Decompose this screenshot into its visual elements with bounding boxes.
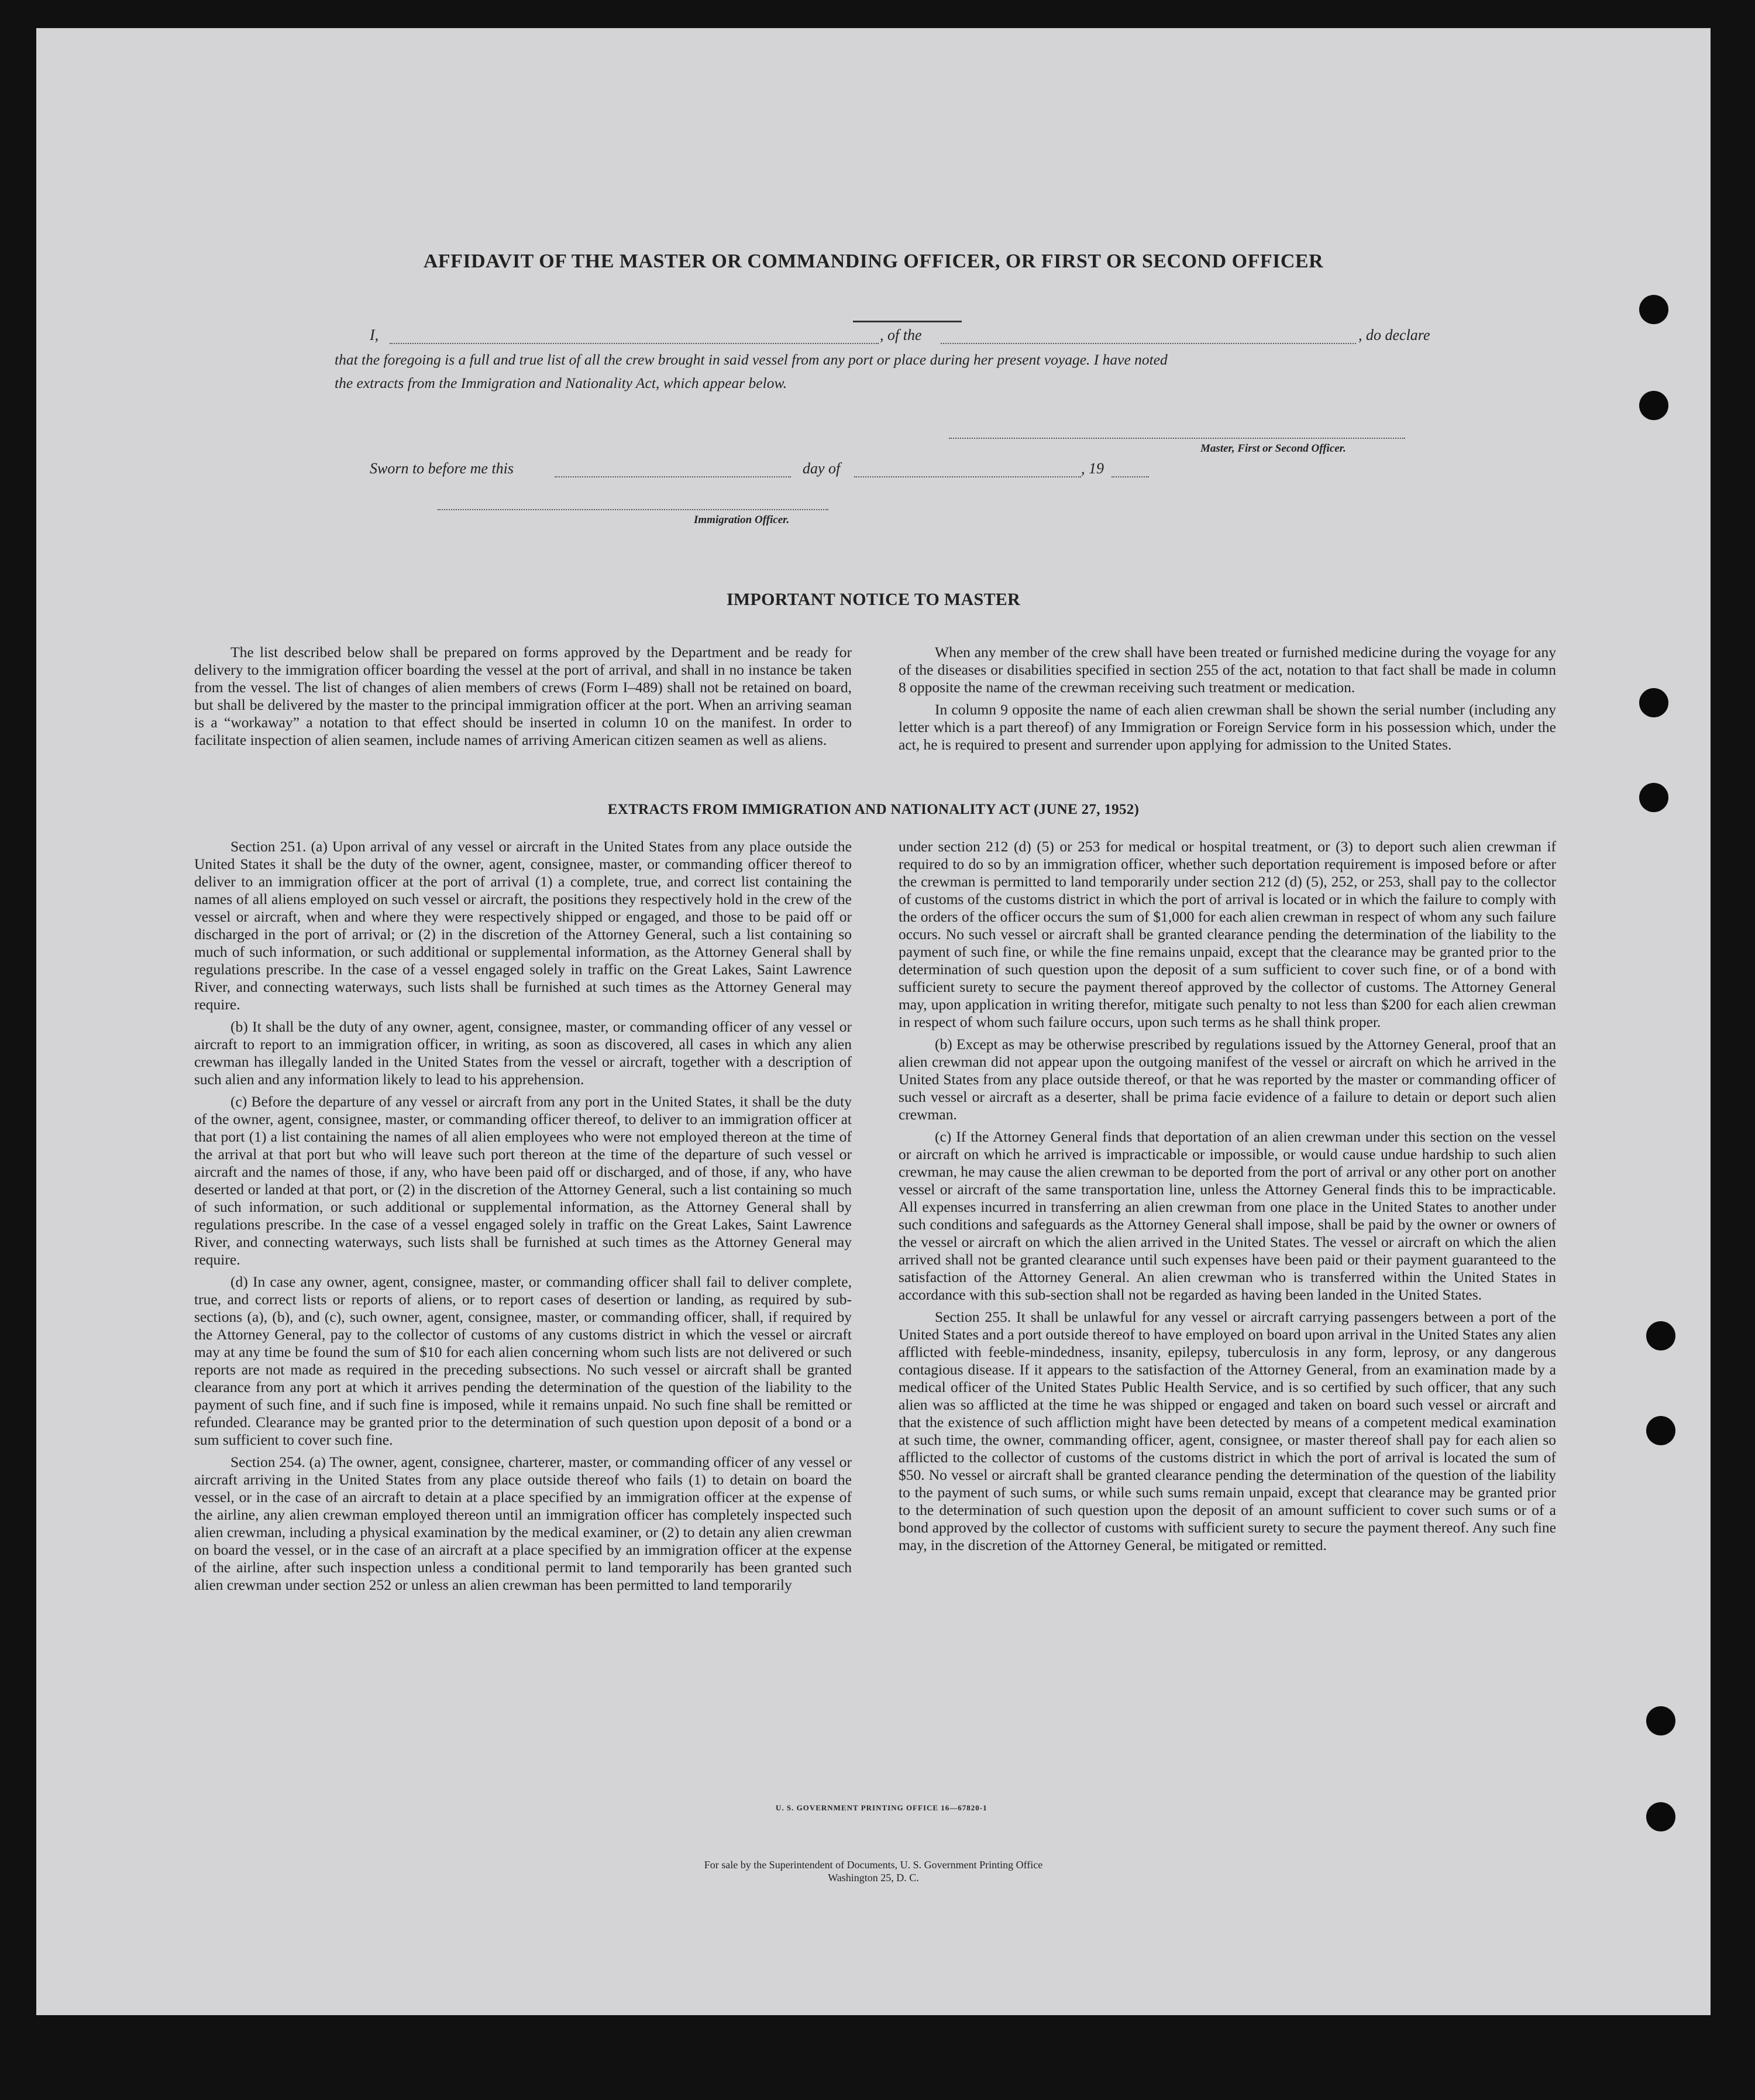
punch-hole (1646, 1802, 1675, 1831)
extract-paragraph: Section 255. It shall be unlawful for any vessel or aircraft carrying passengers between a port of the United States and a port outside thereof to have employed on board upon arrival in the United States any alien afflicted with feeble-mindedness, insanity, epilepsy, tuberculosis in any form, leprosy, or any dangerous contagious disease. If it appears to the satisfaction of the Attorney General, from an examination made by a medical officer of the United States Public Health Service, and is so certified by such officer, that any such alien was so afflicted at the time he was shipped or engaged and taken on board such vessel or aircraft and that the existence of such affliction might have been detected by means of a competent medical examination at such time, the owner, commanding officer, agent, consignee, or master thereof shall pay for each alien so afflicted to the collector of customs of the customs district in which the port of arrival is located the sum of $50. No vessel or aircraft shall be granted clearance pending the determination of the question of the liability to the payment of such sums, or while such sums remain unpaid, except that clearance may be granted prior to the determination of such question upon the deposit of an amount sufficient to cover such sums or of a bond approved by the collector of customs with sufficient surety to secure the payment thereof. Any such fine may, in the discretion of the Attorney General, be mitigated or remitted. (899, 1308, 1556, 1553)
immigration-caption: Immigration Officer. (694, 514, 790, 526)
immigration-officer-signature-field[interactable] (438, 509, 828, 510)
punch-hole (1646, 1706, 1675, 1735)
punch-hole (1646, 1416, 1675, 1445)
extract-paragraph: (c) Before the departure of any vessel or aircraft from any port in the United States, it shall be the duty of the owner, agent, consignee, master, or commanding officer thereof, to deliver to an immigration officer at that port (1) a list containing the names of all alien employees who were not employed thereon at the time of the arrival at that port but who will leave such port thereon at the time of the departure of such vessel or aircraft and the names of those, if any, who have been paid off or discharged, and of those, if any, who have deserted or landed at that port, or (2) in the discretion of the Attorney General, such a list containing so much of such information, or such additional or supplemental information, as the Attorney General shall by regulations prescribe. In the case of a vessel engaged solely in traffic on the Great Lakes, Saint Lawrence River, and connecting waterways, such lists shall be furnished at such times as the Attorney General may require. (194, 1093, 852, 1268)
sworn-day-field[interactable] (555, 476, 791, 477)
vessel-field[interactable] (941, 343, 1356, 344)
declare-label: , do declare (1358, 326, 1430, 343)
punch-hole (1639, 688, 1668, 717)
extract-paragraph: Section 251. (a) Upon arrival of any vessel or aircraft in the United States from any place outside the United States it shall be the duty of the owner, agent, consignee, master, or commanding officer thereof to deliver to an immigration officer at the port of arrival (1) a complete, true, and correct list containing the names of all aliens employed on such vessel or aircraft, the positions they respectively hold in the crew of the vessel or aircraft, when and where they were respectively shipped or engaged, and those to be paid off or discharged in the port of arrival; or (2) in the discretion of the Attorney General, such a list containing so much of such information, or such additional or supplemental information, as the Attorney General shall by regulations prescribe. In the case of a vessel engaged solely in traffic on the Great Lakes, Saint Lawrence River, and connecting waterways, such lists shall be furnished at such times as the Attorney General may require. (194, 838, 852, 1013)
notice-title: IMPORTANT NOTICE TO MASTER (726, 590, 1021, 609)
sale-line-2: Washington 25, D. C. (828, 1872, 919, 1884)
of-the-label: , of the (880, 326, 922, 343)
extracts-right-column (899, 838, 1556, 1559)
extract-paragraph: (d) In case any owner, agent, consignee, master, or commanding officer shall fail to deliver complete, true, and correct lists or reports of aliens, or to report cases of desertion or landing, as required by sub-sections (a), (b), and (c), such owner, agent, consignee, master, or commanding officer, shall, if required by the Attorney General, pay to the collector of customs of any customs district in which the vessel or aircraft may at any time be found the sum of $10 for each alien concerning whom such lists are not delivered or such reports are not made as required in the preceding subsections. No such vessel or aircraft shall be granted clearance from any port at which it arrives pending the determination of the question of the liability to the payment of such fine, and if such fine is imposed, while it remains unpaid. No such fine shall be remitted or refunded. Clearance may be granted prior to the determination of such question upon deposit of a bond or a sum sufficient to cover such fine. (194, 1273, 852, 1448)
affidavit-title: AFFIDAVIT OF THE MASTER OR COMMANDING OFFICER, OR FIRST OR SECOND OFFICER (423, 250, 1324, 272)
name-field[interactable] (390, 343, 879, 344)
sale-line-1: For sale by the Superintendent of Documents, U. S. Government Printing Office (704, 1859, 1043, 1871)
i-label: I, (370, 326, 379, 343)
statement-line-2: the extracts from the Immigration and Nationality Act, which appear below. (335, 374, 787, 391)
notice-right-column (899, 644, 1556, 758)
punch-hole (1639, 391, 1668, 420)
year-label: , 19 (1081, 460, 1104, 477)
notice-right-paragraph: When any member of the crew shall have been treated or furnished medicine during the voyage for any of the diseases or disabilities specified in section 255 of the act, notation to that fact shall be made in column 8 opposite the name of the crewman receiving such treatment or medication. (899, 644, 1556, 696)
day-of-label: day of (803, 460, 841, 477)
extract-paragraph: (b) It shall be the duty of any owner, agent, consignee, master, or commanding officer of any vessel or aircraft to report to an immigration officer, in writing, as soon as discovered, all cases in which any alien crewman has illegally landed in the United States from the vessel or aircraft, together with a description of such alien and any information likely to lead to his apprehension. (194, 1018, 852, 1088)
extract-paragraph: (b) Except as may be otherwise prescribed by regulations issued by the Attorney General, proof that an alien crewman did not appear upon the outgoing manifest of the vessel or aircraft on which he arrived in the United States from any place outside thereof, or that he was reported by the master or commanding officer of such vessel or aircraft as a deserter, shall be prima facie evidence of a failure to detain or deport such alien crewman. (899, 1036, 1556, 1123)
notice-right-paragraph: In column 9 opposite the name of each alien crewman shall be shown the serial number (including any letter which is a part thereof) of any Immigration or Foreign Service form in his possession which, under the act, he is required to present and surrender upon applying for admission to the United States. (899, 701, 1556, 753)
extract-paragraph: under section 212 (d) (5) or 253 for medical or hospital treatment, or (3) to deport such alien crewman if required to do so by an immigration officer, whether such deportation requirement is imposed before or after the crewman is permitted to land temporarily under section 212 (d) (5), 252, or 253, shall pay to the collector of customs of the customs district in which the port of arrival is located or in which the failure to comply with the orders of the officer occurs the sum of $1,000 for each alien crewman in respect of whom any such failure occurs. No such vessel or aircraft shall be granted clearance pending the determination of the liability to the payment of such fine, or while the fine remains unpaid, except that the clearance may be granted prior to the determination of such question upon the deposit of a sum sufficient to cover such fine, or of a bond with sufficient surety to secure the payment thereof approved by the collector of customs. The Attorney General may, upon application in writing therefor, mitigate such penalty to not less than $200 for each alien crewman in respect of whom such failure occurs, upon such terms as he shall think proper. (899, 838, 1556, 1030)
master-signature-field[interactable] (949, 438, 1405, 439)
extract-paragraph: (c) If the Attorney General finds that deportation of an alien crewman under this section on the vessel or aircraft on which he arrived is impracticable or impossible, or would cause undue hardship to such alien crewman, he may cause the alien crewman to be deported from the port of arrival or any other port on another vessel or aircraft of the same transportation line, unless the Attorney General finds this to be impracticable. All expenses incurred in transferring an alien crewman from one place in the United States to another under such conditions and safeguards as the Attorney General shall impose, shall be paid by the owner or owners of the vessel or aircraft on which the alien arrived in the United States. The vessel or aircraft on which the alien arrived shall not be granted clearance until such expenses have been paid or their payment guaranteed to the satisfaction of the Attorney General. An alien crewman who is transferred within the United States in accordance with this sub-section shall not be regarded as having been landed in the United States. (899, 1128, 1556, 1303)
sworn-year-field[interactable] (1112, 476, 1149, 477)
form-sheet (36, 28, 1711, 2015)
notice-left-paragraph: The list described below shall be prepared on forms approved by the Department and be ready for delivery to the immigration officer boarding the vessel at the port of arrival, and shall in no instance be taken from the vessel. The list of changes of alien members of crews (Form I–489) shall not be retained on board, but shall be delivered by the master to the principal immigration officer at the port. When an arriving seaman is a “workaway” a notation to that effect should be inserted in column 10 on the manifest. In order to facilitate inspection of alien seamen, include names of arriving American citizen seamen as well as aliens. (194, 644, 852, 748)
extracts-title: EXTRACTS FROM IMMIGRATION AND NATIONALITY ACT (JUNE 27, 1952) (607, 802, 1140, 817)
sworn-month-field[interactable] (854, 476, 1081, 477)
statement-line-1: that the foregoing is a full and true list of all the crew brought in said vessel from any port or place during her present voyage. I have noted (335, 351, 1168, 368)
punch-hole (1639, 295, 1668, 324)
master-caption: Master, First or Second Officer. (1200, 442, 1346, 455)
sworn-label: Sworn to before me this (370, 460, 514, 477)
title-rule (853, 321, 962, 322)
notice-left-column (194, 644, 852, 754)
extracts-left-column (194, 838, 852, 1599)
punch-hole (1646, 1321, 1675, 1350)
printing-office-line: U. S. GOVERNMENT PRINTING OFFICE 16—67820-1 (776, 1803, 987, 1812)
extract-paragraph: Section 254. (a) The owner, agent, consignee, charterer, master, or commanding officer of any vessel or aircraft arriving in the United States from any place outside thereof who fails (1) to detain on board the vessel, or in the case of an aircraft to detain at a place specified by an immigration officer at the expense of the airline, any alien crewman employed thereon until an immigration officer has completely inspected such alien crewman, including a physical examination by the medical examiner, or (2) to detain any alien crewman on board the vessel, or in the case of an aircraft at a place specified by an immigration officer at the expense of the airline, after such inspection unless a conditional permit to land temporarily has been granted such alien crewman under section 252 or unless an alien crewman has been permitted to land temporarily (194, 1453, 852, 1593)
